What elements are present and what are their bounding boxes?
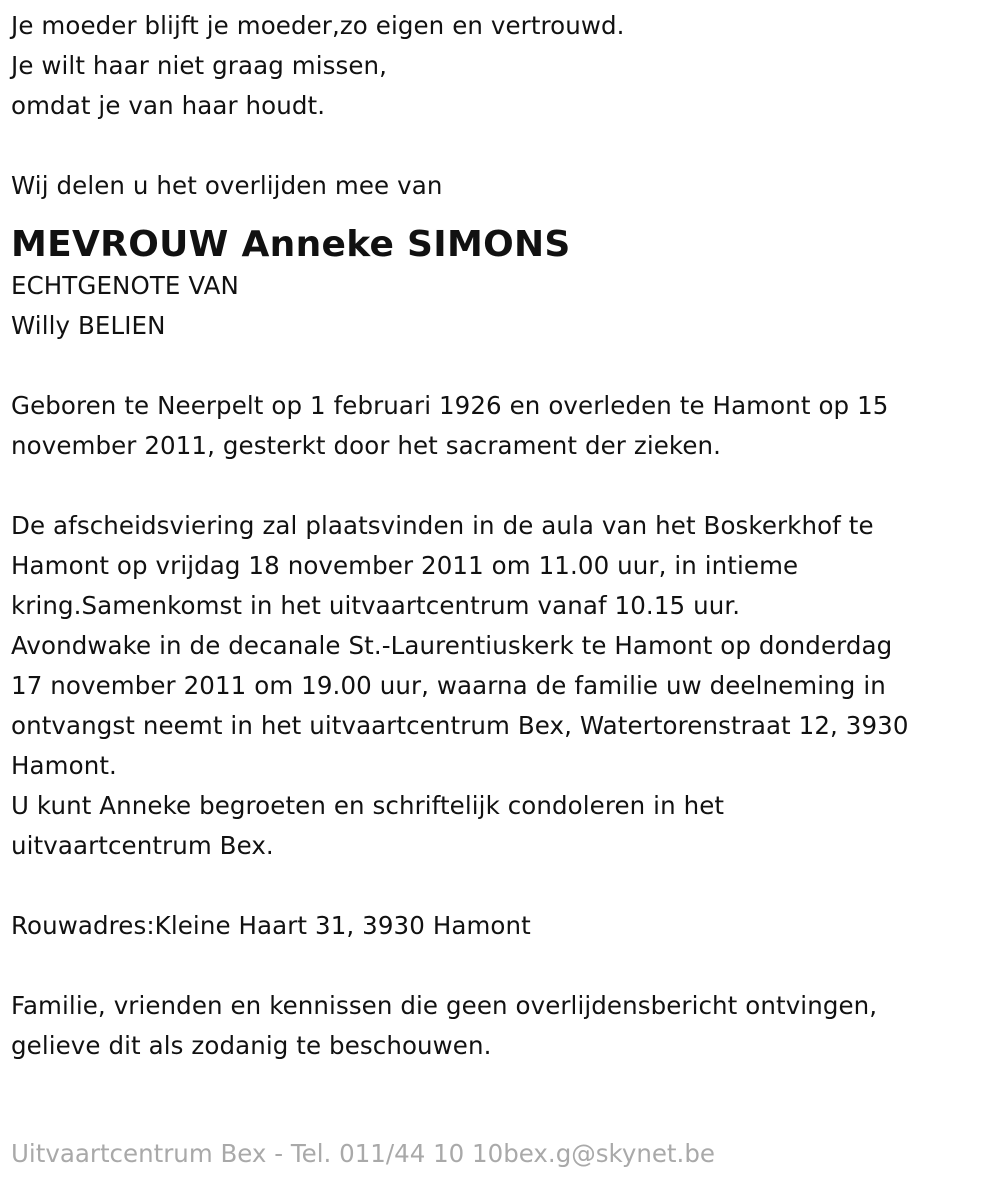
paragraph-line: Geboren te Neerpelt op 1 februari 1926 en overleden te Hamont op 15	[11, 391, 889, 420]
notice-paragraph	[11, 986, 996, 1066]
paragraph-line: kring.Samenkomst in het uitvaartcentrum vanaf 10.15 uur.	[11, 591, 741, 620]
poem-line: omdat je van haar houdt.	[11, 91, 326, 120]
paragraph-line: ontvangst neemt in het uitvaartcentrum Bex, Watertorenstraat 12, 3930	[11, 711, 909, 740]
paragraph-line: Avondwake in de decanale St.-Laurentiuskerk te Hamont op donderdag	[11, 631, 893, 660]
birth-death-paragraph	[11, 386, 996, 466]
paragraph-line: uitvaartcentrum Bex.	[11, 831, 274, 860]
poem-line: Je wilt haar niet graag missen,	[11, 51, 388, 80]
paragraph-line: 17 november 2011 om 19.00 uur, waarna de familie uw deelneming in	[11, 671, 886, 700]
deceased-name: MEVROUW Anneke SIMONS	[11, 224, 571, 265]
ceremony-paragraph	[11, 506, 996, 866]
poem	[11, 6, 996, 126]
spouse-name: Willy BELIEN	[11, 311, 166, 340]
paragraph-line: Hamont.	[11, 751, 117, 780]
paragraph-line: november 2011, gesterkt door het sacrament der zieken.	[11, 431, 722, 460]
paragraph-line: Familie, vrienden en kennissen die geen overlijdensbericht ontvingen,	[11, 991, 878, 1020]
obituary-document	[11, 6, 996, 1066]
intro-text: Wij delen u het overlijden mee van	[11, 171, 443, 200]
paragraph-line: Hamont op vrijdag 18 november 2011 om 11.00 uur, in intieme	[11, 551, 799, 580]
paragraph-line: De afscheidsviering zal plaatsvinden in de aula van het Boskerkhof te	[11, 511, 874, 540]
mourning-address: Rouwadres:Kleine Haart 31, 3930 Hamont	[11, 911, 531, 940]
paragraph-line: U kunt Anneke begroeten en schriftelijk condoleren in het	[11, 791, 725, 820]
funeral-home-footer: Uitvaartcentrum Bex - Tel. 011/44 10 10bex.g@skynet.be	[11, 1139, 715, 1168]
poem-line: Je moeder blijft je moeder,zo eigen en vertrouwd.	[11, 11, 625, 40]
paragraph-line: gelieve dit als zodanig te beschouwen.	[11, 1031, 492, 1060]
relation-text: ECHTGENOTE VAN	[11, 271, 239, 300]
